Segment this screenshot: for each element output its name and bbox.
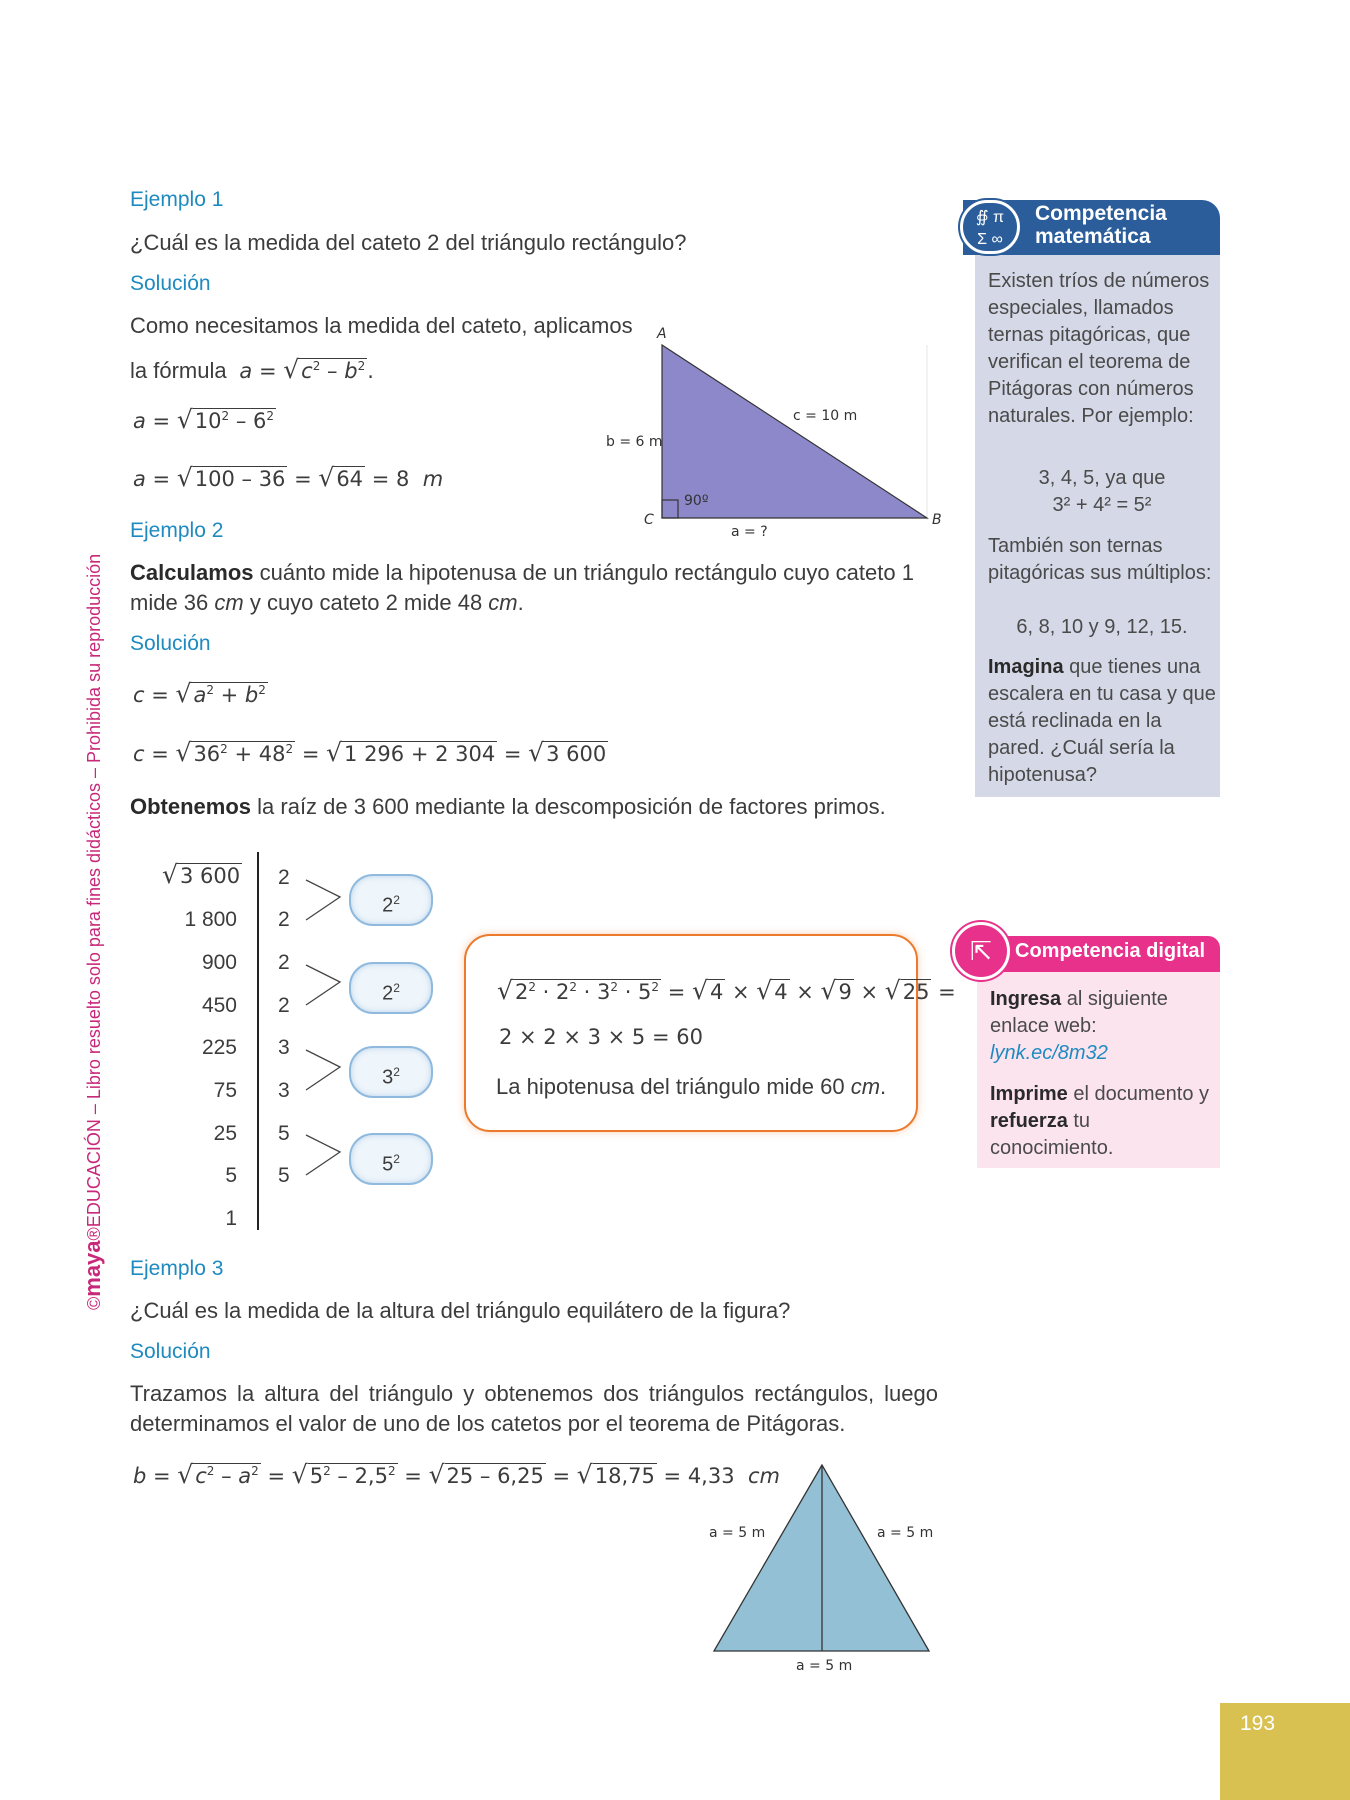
prime-factor: 2 [278,994,290,1017]
prime-factor: 2 [278,908,290,931]
ex2-formula-1: $c = √a^2 + b^2$ [133,679,266,708]
vertex-c-label: C [644,512,654,528]
math-p1: Existen tríos de números especiales, llamados ternas pitagóricas, que verifican el teorema de Pitágoras con números naturales. Por ejemplo: [988,270,1210,427]
prime-factor: 5 [278,1122,290,1145]
ex3-text: Trazamos la altura del triángulo y obtenemos dos triángulos rectángulos, luego determinamos el valor de uno de los catetos por el teorema de Pitágoras. [130,1381,938,1436]
prime-factor: 3 [278,1036,290,1059]
side-b-label: b = 6 m [606,434,663,450]
ex2-statement: Calculamos cuánto mide la hipotenusa de un triángulo rectángulo cuyo cateto 1 mide 36 cm y cuyo cateto 2 mide 48 cm. [130,560,914,615]
ex1-formula-1: $a = √10^2 - 6^2$ [133,405,275,434]
angle-label: 90º [684,493,709,509]
prime-factor: 2 [278,951,290,974]
math-symbols-icon: ∯ π Σ ∞ [960,200,1020,254]
page-number: 193 [1240,1712,1276,1735]
factor-number: 25 [213,1122,237,1145]
factor-divider-line [257,852,259,1230]
ex3-question: ¿Cuál es la medida de la altura del triángulo equilátero de la figura? [130,1298,791,1323]
ex1-solution: Solución [130,272,211,295]
prime-factor: 3 [278,1079,290,1102]
factor-number: 75 [213,1079,237,1102]
math-p3: Imagina que tienes una escalera en tu casa y que está reclinada en la pared. ¿Cuál sería la hipotenusa? [988,656,1216,786]
result-line2: 2 × 2 × 3 × 5 = 60 [499,1025,703,1049]
cursor-icon: ⇱ [952,922,1010,980]
equilateral-triangle-figure [700,1455,940,1655]
factor-number: 225 [201,1036,237,1059]
brand-logo-text: maya [80,1240,105,1297]
math-example-3: 6, 8, 10 y 9, 12, 15. [1016,616,1188,638]
ex2-formula-2: $c = √36^2 + 48^2 = √1$ 296 + 2 304 = √3 600 [133,738,607,767]
digital-p1: Ingresa al siguiente enlace web: lynk.ec/8m32 [990,988,1168,1064]
factor-pair-pill: $5^2$ [349,1133,433,1185]
ex3-solution: Solución [130,1340,211,1363]
factor-number: 1 800 [184,908,237,931]
web-link[interactable]: lynk.ec/8m32 [990,1042,1108,1064]
ex1-title: Ejemplo 1 [130,188,224,211]
factor-pair-pill: $2^2$ [349,962,433,1014]
ex1-line1: Como necesitamos la medida del cateto, aplicamos [130,313,633,338]
math-competence-title: Competencia matemática [1035,202,1167,248]
eq-right-label: a = 5 m [877,1525,934,1541]
ex1-question: ¿Cuál es la medida del cateto 2 del triángulo rectángulo? [130,230,687,255]
result-line3: La hipotenusa del triángulo mide 60 cm. [496,1074,887,1099]
math-example-2: 3² + 4² = 5² [1052,494,1152,516]
formula-cateto: $a = √c^2 - b^2$. [239,355,374,384]
eq-left-label: a = 5 m [709,1525,766,1541]
ex2-obtenemos: Obtenemos la raíz de 3 600 mediante la descomposición de factores primos. [130,794,886,819]
factor-pair-pill: $3^2$ [349,1046,433,1098]
ex3-formula: $b = √c^2 - a^2 = √5^2 - 2,5^2 = √25 - 6,25 = √18,75 = 4,33$ cm [133,1460,780,1489]
side-copyright-text: ©maya®EDUCACIÓN – Libro resuelto solo para fines didácticos – Prohibida su reproducción [80,553,105,1310]
pairing-lines [300,860,350,1200]
factor-number: 900 [201,951,237,974]
ex2-title: Ejemplo 2 [130,519,224,542]
side-c-label: c = 10 m [793,408,858,424]
factor-root: √3 600 [162,860,241,889]
factor-pair-pill: $2^2$ [349,874,433,926]
ex1-line2: la fórmula $a = √c^2 - b^2$. [130,355,374,384]
ex3-title: Ejemplo 3 [130,1257,224,1280]
ex1-formula-2: a = √100 – 36 = √64 = 8 m [133,463,444,492]
result-formula: $√2^2 \cdot 2^2 \cdot 3^2 \cdot 5^2 = √4 \times √4 \times √9 \times √25$ = [497,976,956,1005]
vertex-b-label: B [932,512,942,528]
factor-number: 5 [225,1164,237,1187]
right-triangle-figure [600,320,960,540]
math-p2: También son ternas pitagóricas sus múltiplos: [988,535,1212,584]
vertex-a-label: A [657,326,667,342]
eq-bottom-label: a = 5 m [796,1658,853,1674]
factor-number: 1 [225,1207,237,1230]
prime-factor: 5 [278,1164,290,1187]
ex2-solution: Solución [130,632,211,655]
side-a-label: a = ? [731,524,768,540]
digital-competence-title: Competencia digital [1015,940,1206,962]
prime-factor: 2 [278,866,290,889]
digital-p2: Imprime el documento y refuerza tu conocimiento. [990,1083,1210,1159]
math-example-1: 3, 4, 5, ya que [1038,467,1166,489]
factor-number: 450 [201,994,237,1017]
